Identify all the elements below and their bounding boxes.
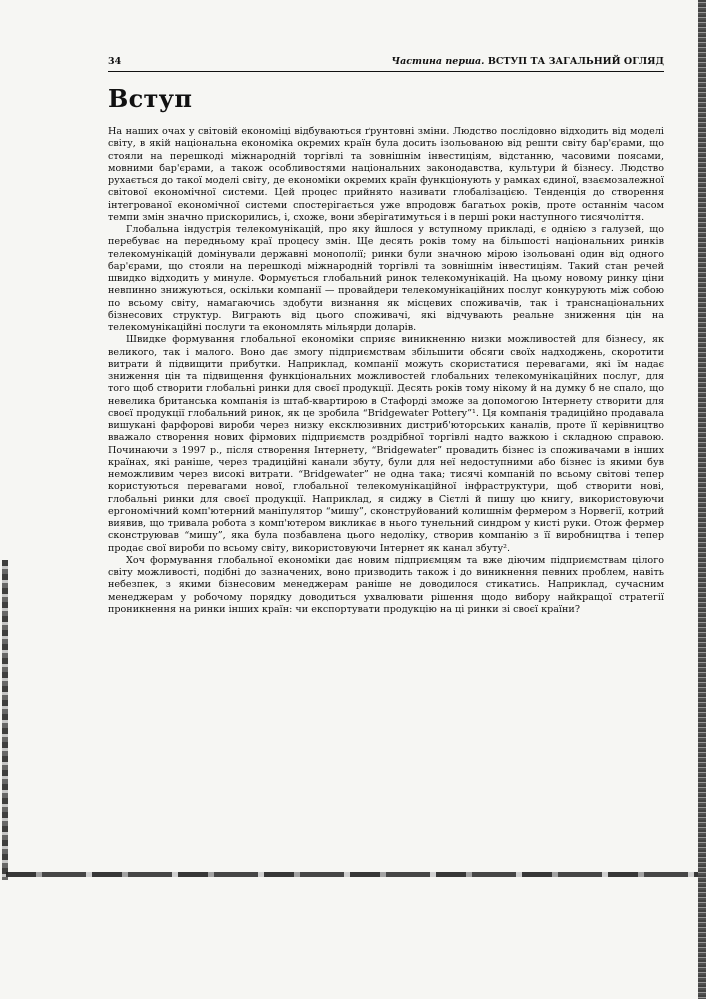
body-text [108,126,664,616]
paragraph: Хоч формування глобальної економіки дає новим підприємцям та вже діючим підприємствам цілого світу можливості, подібні до зазначених, воно призводить також і до виникнення певних проблем, навіть небезпек, з якими бізнесовим менеджерам раніше не доводилося стикатись. Наприклад, сучасним менеджерам у робочому порядку доводиться ухвалювати рішення щодо вибору найкращої стратегії проникнення на ринки інших країн: чи експортувати продукцію на ці ринки зі своєї країни? [108,554,664,615]
scan-edge-artifact [698,0,706,999]
header-rule [108,71,664,72]
scan-left-artifact [2,560,8,880]
page-number: 34 [108,56,122,67]
running-header [108,56,664,67]
section-name: ВСТУП ТА ЗАГАЛЬНИЙ ОГЛЯД [487,56,664,67]
paragraph: Швидке формування глобальної економіки сприяє виникненню низки можливостей для бізнесу, як великого, так і малого. Воно дає змогу підприємствам збільшити обсяги своїх надходжень, скоротити витрати й підвищити прибутки. Наприклад, компанії можуть скористатися перевагами, які їм надає зниження цін та підвищення функціональних можливостей глобальних телекомунікаційних послуг, для того щоб створити глобальні ринки для своєї продукції. Десять років тому нікому й на думку б не спало, що невелика британська компанія із штаб-квартирою в Стафорді зможе за допомогою Інтернету створити для своєї продукції глобальний ринок, як це зробила “Bridgewater Pottery”¹. Ця компанія традиційно продавала вишукані фарфорові вироби через низку ексклюзивних дистриб'юторських каналів, проте її керівництво вважало створення нових фірмових підприємств роздрібної торгівлі надто важкою і складною справою. Починаючи з 1997 р., після створення Інтернету, “Bridgewater” провадить бізнес із споживачами в інших країнах, які раніше, через традиційні канали збуту, були для неї недоступними або бізнес із якими був неможливим через високі витрати. “Bridgewater” не одна така; тисячі компаній по всьому світові тепер користуються перевагами нової, глобальної телекомунікаційної інфраструктури, щоб створити нові, глобальні ринки для своєї продукції. Наприклад, я сиджу в Сієтлі й пишу цю книгу, використовуючи ергономічний комп'ютерний маніпулятор “мишу”, сконструйований колишнім фермером з Норвегії, котрий виявив, що тривала робота з комп'ютером викликає в нього тунельний синдром у кисті руки. Отож фермер сконструював “мишу”, яка була позбавлена цього недоліку, створив компанію з її виробництва і тепер продає свої вироби по всьому світу, використовуючи Інтернет як канал збуту². [108,334,664,554]
section-part-label: Частина перша. [391,56,485,67]
scan-bottom-artifact [6,872,698,877]
section-title [391,56,664,67]
paragraph: Глобальна індустрія телекомунікацій, про яку йшлося у вступному прикладі, є однією з галузей, що перебуває на передньому краї процесу змін. Ще десять років тому на більшості національних ринків телекомунікацій домінували державні монополії; ринки були значною мірою ізольовані один від одного бар'єрами, що стояли на перешкоді міжнародній торгівлі та зовнішнім інвестиціям. Такий стан речей швидко відходить у минуле. Формується глобальний ринок телекомунікацій. На цьому новому ринку ціни невпинно знижуються, оскільки компанії — провайдери телекомунікаційних послуг конкурують між собою по всьому світу, намагаючись здобути визнання як місцевих споживачів, так і транснаціональних бізнесових структур. Виграють від цього споживачі, які відчувають реальне зниження цін на телекомунікаційні послуги та економлять мільярди доларів. [108,224,664,333]
chapter-title: Вступ [108,84,193,113]
paragraph: На наших очах у світовій економіці відбуваються ґрунтовні зміни. Людство послідовно відходить від моделі світу, в якій національна економіка окремих країн була досить ізольованою від решти світу бар'єрами, що стояли на перешкоді міжнародній торгівлі та зовнішнім інвестиціям, відстанню, часовими поясами, мовними бар'єрами, а також особливостями національних законодавства, культури й бізнесу. Людство рухається до такої моделі світу, де економіки окремих країн функціонують у рамках єдиної, взаємозалежної світової економічної системи. Цей процес прийнято називати глобалізацією. Тенденція до створення інтегрованої економічної системи спостерігається уже впродовж багатьох років, проте останнім часом темпи змін значно прискорились, і, схоже, вони зберігатимуться і в перші роки наступного тисячоліття. [108,126,664,223]
